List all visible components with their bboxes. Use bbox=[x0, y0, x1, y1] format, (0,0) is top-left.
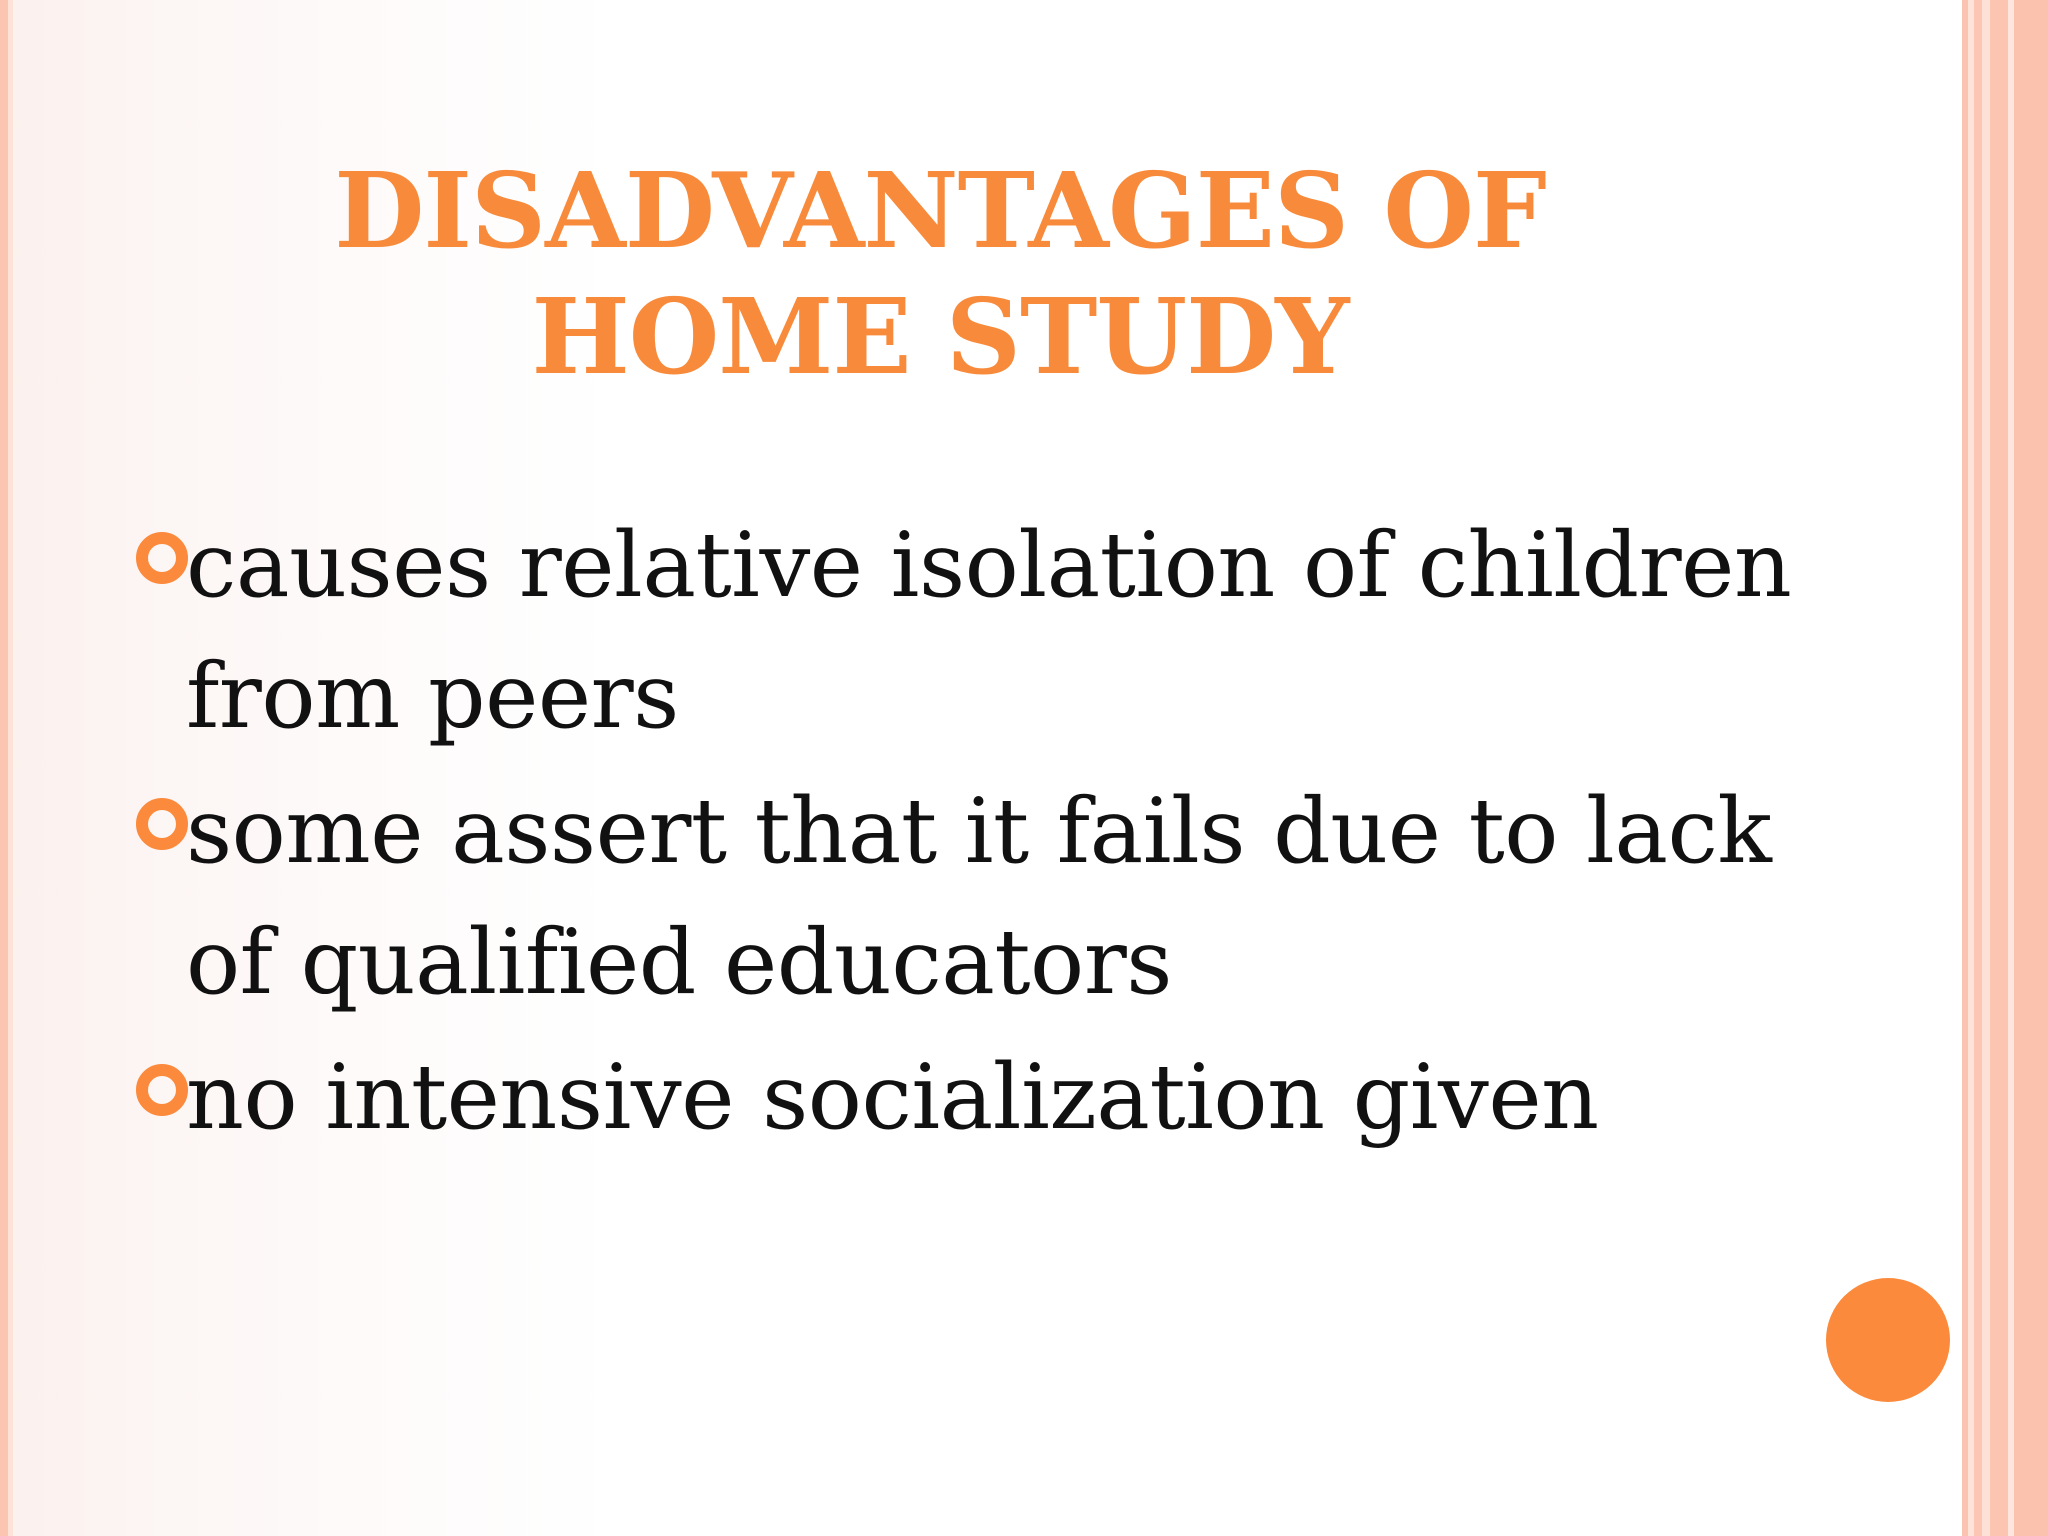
circle-bullet-icon bbox=[136, 532, 188, 584]
slide-title-line-2: HOME STUDY bbox=[531, 275, 1349, 398]
bullet-item bbox=[130, 500, 1850, 762]
right-border-stripe bbox=[1982, 0, 1990, 1536]
bullet-text: no intensive socialization given bbox=[186, 1045, 1599, 1150]
left-border-stripe-light bbox=[8, 0, 13, 1536]
decorative-circle-icon bbox=[1826, 1278, 1950, 1402]
slide-title-line-1: DISADVANTAGES OF bbox=[334, 149, 1546, 272]
bullet-item bbox=[130, 1032, 1850, 1163]
circle-bullet-icon bbox=[136, 798, 188, 850]
bullet-list bbox=[130, 500, 1850, 1167]
right-border-stripe bbox=[1990, 0, 2008, 1536]
left-border-stripe bbox=[0, 0, 8, 1536]
bullet-text: causes relative isolation of children from peers bbox=[186, 513, 1792, 749]
bullet-item bbox=[130, 766, 1850, 1028]
circle-bullet-icon bbox=[136, 1064, 188, 1116]
slide-title bbox=[190, 148, 1690, 400]
right-border-stripe bbox=[1974, 0, 1982, 1536]
bullet-text: some assert that it fails due to lack of qualified educators bbox=[186, 779, 1772, 1015]
right-border-stripe bbox=[2014, 0, 2048, 1536]
